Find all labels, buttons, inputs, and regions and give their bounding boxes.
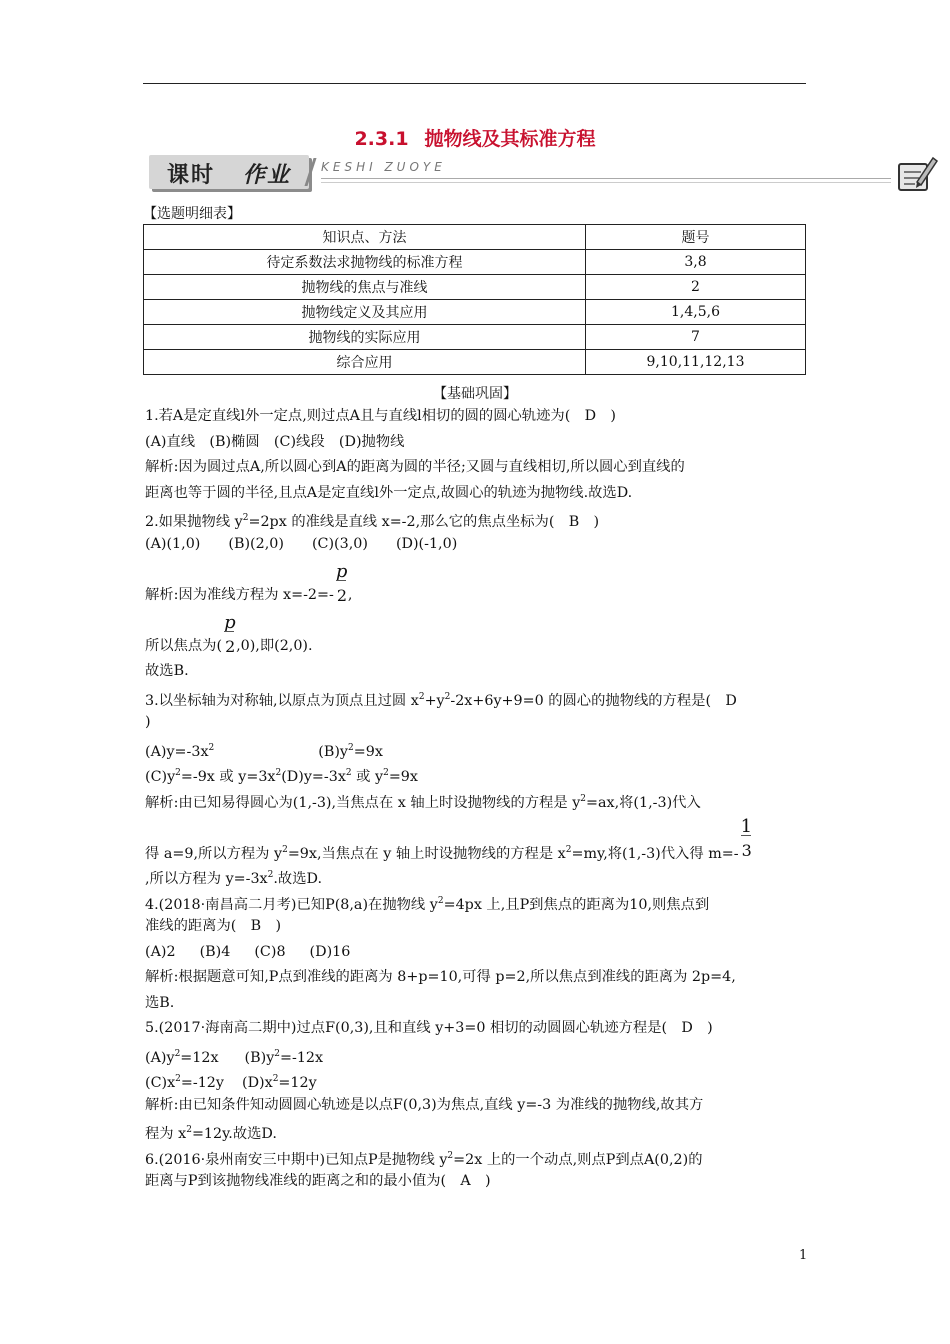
q4-analysis: 选B. <box>145 994 175 1011</box>
text: 解析:由已知易得圆心为(1,-3),当焦点在 x 轴上时设抛物线的方程是 y <box>145 794 581 811</box>
q6-stem: 距离与P到该抛物线准线的距离之和的最小值为( A ) <box>145 1173 491 1189</box>
text: 所以焦点为( <box>145 637 223 654</box>
q2-spacer <box>145 557 807 583</box>
table-row <box>144 300 806 325</box>
text: 4.(2018·南昌高二月考)已知P(8,a)在抛物线 y <box>145 896 438 913</box>
basic-consolidation-heading: 【基础巩固】 <box>433 386 517 402</box>
superscript: 2 <box>444 691 451 702</box>
table-cell-topic: 抛物线的实际应用 <box>144 325 586 350</box>
option-c: (C)x <box>145 1075 176 1091</box>
text: ,0),即(2,0). <box>236 637 313 654</box>
numerator: 1 <box>740 815 753 837</box>
q4-options <box>145 940 807 966</box>
text: 得 a=9,所以方程为 y <box>145 845 283 862</box>
table-cell-topic: 综合应用 <box>144 350 586 375</box>
superscript: 2 <box>175 1074 181 1084</box>
superscript: 2 <box>208 742 215 753</box>
superscript: 2 <box>174 1048 181 1059</box>
q1-analysis: 距离也等于圆的半径,且点A是定直线l外一定点,故圆心的轨迹为抛物线.故选D. <box>145 484 633 501</box>
text: =12x <box>180 1049 219 1066</box>
text: -2x+6y+9=0 的圆心的抛物线的方程是( D <box>450 692 737 709</box>
top-rule <box>143 83 806 84</box>
numerator: p <box>224 611 236 633</box>
option-a: (A)(1,0) <box>145 535 201 552</box>
table-row <box>144 325 806 350</box>
text: =-12x <box>280 1049 324 1066</box>
q3-stem-end: ) <box>145 714 151 730</box>
q4-analysis: 解析:根据题意可知,P点到准线的距离为 8+p=10,可得 p=2,所以焦点到准线的距离为 2p=4, <box>145 969 736 985</box>
text: =-9x 或 y=3x <box>180 769 276 785</box>
section-number: 2.3.1 <box>354 128 409 150</box>
superscript: 2 <box>175 768 181 778</box>
table-cell-numbers: 1,4,5,6 <box>586 300 806 325</box>
text: =2x 上的一个动点,则点P到点A(0,2)的 <box>453 1151 703 1168</box>
table-cell-topic: 抛物线的焦点与准线 <box>144 275 586 300</box>
text: +y <box>424 692 445 709</box>
q2-spacer <box>145 608 807 634</box>
text: 或 y <box>351 769 384 785</box>
option-a: (A)y=-3x <box>145 743 209 760</box>
text: =ax,将(1,-3)代入 <box>586 794 701 811</box>
q3-conclusion <box>145 863 807 889</box>
q1-options: (A)直线 (B)椭圆 (C)线段 (D)抛物线 <box>145 433 405 450</box>
option-b: (B)y <box>318 743 349 760</box>
q1-analysis: 解析:因为圆过点A,所以圆心到A的距离为圆的半径;又圆与直线相切,所以圆心到直线的 <box>145 459 685 475</box>
q6-stem <box>145 1144 807 1170</box>
text: 2.如果抛物线 y <box>145 514 243 530</box>
superscript: 2 <box>447 1150 454 1161</box>
text: 解析:因为准线方程为 x=-2=- <box>145 586 334 603</box>
superscript: 2 <box>580 793 587 804</box>
table-row <box>144 250 806 275</box>
q2-stem <box>145 506 807 532</box>
text: =4px 上,且P到焦点的距离为10,则焦点到 <box>443 896 710 913</box>
table-label: 【选题明细表】 <box>143 206 241 222</box>
option-b: (B)4 <box>199 943 231 960</box>
text: ,所以方程为 y=-3x <box>145 871 268 887</box>
text: =-12y <box>180 1075 224 1091</box>
table-cell-numbers: 3,8 <box>586 250 806 275</box>
homework-banner <box>143 152 943 196</box>
notebook-pen-icon <box>895 152 939 196</box>
table-header-row <box>144 225 806 250</box>
text: 程为 x <box>145 1126 187 1142</box>
banner-word-keshi: 课时 <box>167 163 216 188</box>
superscript: 2 <box>242 513 249 523</box>
q5-analysis: 解析:由已知条件知动圆圆心轨迹是以点F(0,3)为焦点,直线 y=-3 为准线的抛物线,故其方 <box>145 1096 704 1113</box>
table-cell-topic: 抛物线定义及其应用 <box>144 300 586 325</box>
superscript: 2 <box>437 895 444 906</box>
q5-stem: 5.(2017·海南高二期中)过点F(0,3),且和直线 y+3=0 相切的动圆圆心轨迹方程是( D ) <box>145 1020 713 1036</box>
fraction-1-over-3 <box>739 815 753 863</box>
superscript: 2 <box>565 844 572 855</box>
banner-rule <box>321 178 891 179</box>
superscript: 2 <box>348 742 354 753</box>
text: 6.(2016·泉州南安三中期中)已知点P是抛物线 y <box>145 1151 448 1168</box>
denominator: 2 <box>336 585 347 605</box>
q4-stem: 准线的距离为( B ) <box>145 918 282 934</box>
q3-analysis <box>145 787 807 813</box>
option-d: (D)x <box>242 1075 273 1091</box>
banner-rule <box>321 182 891 183</box>
page-number: 1 <box>799 1248 808 1263</box>
table-row <box>144 275 806 300</box>
q3-stem <box>145 685 807 711</box>
q2-conclusion: 故选B. <box>145 663 189 679</box>
table-row <box>144 350 806 375</box>
banner-word-zuoye: 作业 <box>243 163 292 188</box>
option-b: (B)y <box>244 1049 275 1066</box>
text: 3.以坐标轴为对称轴,以原点为顶点且过圆 x <box>145 692 419 709</box>
text: =12y.故选D. <box>191 1126 277 1142</box>
numerator: p <box>335 560 348 582</box>
section-title: 抛物线及其标准方程 <box>424 128 596 150</box>
denominator: 2 <box>225 636 236 656</box>
option-d: (D)y=-3x <box>281 769 346 785</box>
table-header-numbers: 题号 <box>586 225 806 250</box>
q5-options-ab <box>145 1042 807 1068</box>
fraction-p-over-2 <box>334 560 348 608</box>
q1-stem: 1.若A是定直线l外一定点,则过点A且与直线l相切的圆的圆心轨迹为( D ) <box>145 408 616 424</box>
text: =my,将(1,-3)代入得 m=- <box>571 845 739 862</box>
q3-analysis <box>145 815 807 864</box>
option-a: (A)2 <box>145 943 176 960</box>
q2-analysis <box>145 560 807 609</box>
option-c: (C)8 <box>254 943 286 960</box>
q3-options-cd <box>145 761 807 787</box>
q5-analysis <box>145 1118 807 1144</box>
q2-focus <box>145 611 807 660</box>
table-header-topic: 知识点、方法 <box>144 225 586 250</box>
q3-spacer <box>145 812 807 838</box>
superscript: 2 <box>383 768 389 778</box>
superscript: 2 <box>274 1048 281 1059</box>
text: =12y <box>278 1075 317 1091</box>
table-cell-numbers: 2 <box>586 275 806 300</box>
q2-options <box>145 532 807 558</box>
option-d: (D)16 <box>309 943 351 960</box>
superscript: 2 <box>275 768 282 778</box>
text: , <box>347 586 353 603</box>
banner-english: KESHI ZUOYE <box>321 160 446 174</box>
option-c: (C)(3,0) <box>311 535 368 552</box>
question-selection-table <box>143 224 806 375</box>
table-cell-topic: 待定系数法求抛物线的标准方程 <box>144 250 586 275</box>
superscript: 2 <box>267 870 274 880</box>
fraction-p-over-2 <box>222 611 236 659</box>
denominator: 3 <box>741 840 752 860</box>
text: =9x <box>388 769 418 785</box>
option-c: (C)y <box>145 769 176 785</box>
text: =9x,当焦点在 y 轴上时设抛物线的方程是 x <box>287 845 566 862</box>
superscript: 2 <box>186 1125 192 1135</box>
q4-stem <box>145 889 807 915</box>
page-title <box>0 124 950 151</box>
table-cell-numbers: 7 <box>586 325 806 350</box>
option-d: (D)(-1,0) <box>395 535 458 552</box>
q3-options-ab <box>145 736 807 762</box>
option-b: (B)(2,0) <box>228 535 284 552</box>
question-list <box>145 404 807 1195</box>
text: =2px 的准线是直线 x=-2,那么它的焦点坐标为( B ) <box>248 514 600 530</box>
text: =9x <box>353 743 383 760</box>
table-cell-numbers: 9,10,11,12,13 <box>586 350 806 375</box>
text: .故选D. <box>273 871 322 887</box>
superscript: 2 <box>418 691 425 702</box>
superscript: 2 <box>345 768 352 778</box>
superscript: 2 <box>272 1074 279 1084</box>
q5-options-cd <box>145 1067 807 1093</box>
option-a: (A)y <box>145 1049 175 1066</box>
superscript: 2 <box>282 844 288 855</box>
